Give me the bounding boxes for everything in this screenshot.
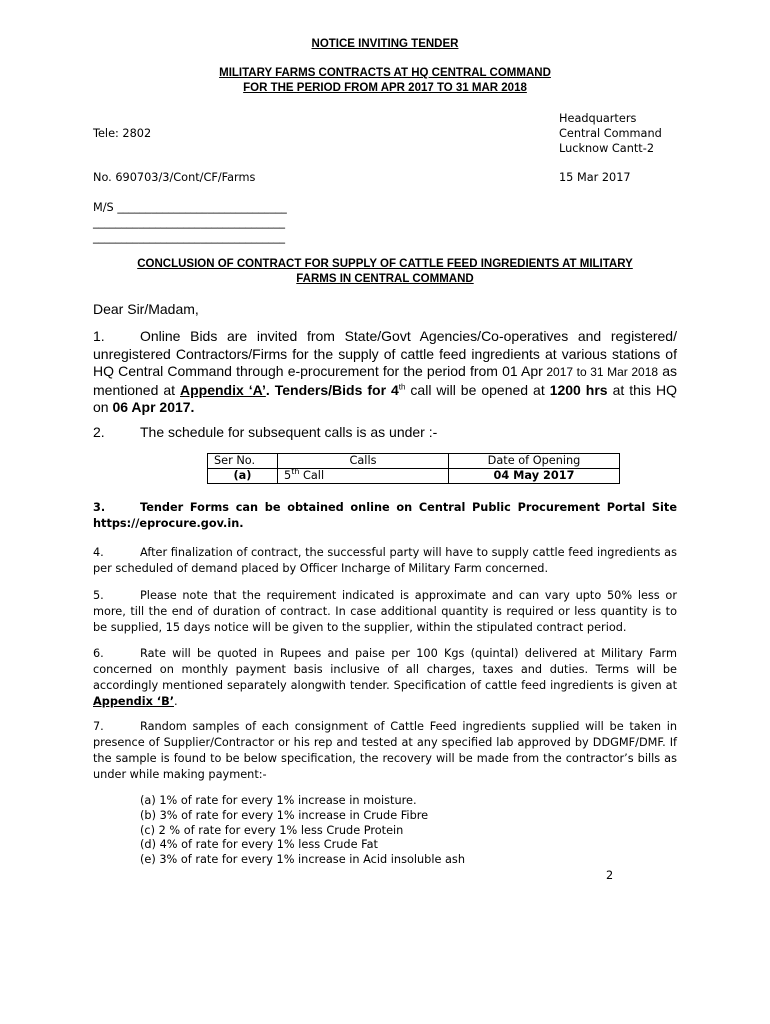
paragraph-6: 6. Rate will be quoted in Rupees and paise per 100 Kgs (quintal) delivered at Military Farm concerned on monthly payment basis inclusive of all charges, taxes and duties. Terms will be accordingly mentioned separately alongwith tender. Specification of cattle feed ingredients is given at Appendix ‘B’.	[93, 647, 677, 708]
paragraph-number: 2.	[93, 424, 105, 440]
cell-ser: (a)	[208, 469, 278, 484]
paragraph-number: 7.	[93, 720, 104, 733]
salutation: Dear Sir/Madam,	[93, 301, 199, 317]
address-line-2: Central Command	[559, 127, 662, 140]
recipient-line-3: __________________________________	[93, 231, 286, 244]
page-number: 2	[606, 869, 614, 882]
paragraph-number: 6.	[93, 647, 104, 660]
cell-call: 5th Call	[278, 469, 449, 484]
subject-line-2: FOR THE PERIOD FROM APR 2017 TO 31 MAR 2018	[243, 82, 527, 94]
address-line-1: Headquarters	[559, 112, 637, 125]
subject-heading-2: FARMS IN CENTRAL COMMAND	[296, 273, 474, 285]
paragraph-3: 3. Tender Forms can be obtained online on Central Public Procurement Portal Site https://eprocure.gov.in.	[93, 501, 677, 530]
paragraph-5: 5. Please note that the requirement indicated is approximate and can vary upto 50% less or more, till the end of duration of contract. In case additional quantity is required or less quantity is to be supplied, 15 days notice will be given to the supplier, within the stipulated contract period.	[93, 589, 677, 634]
header-calls: Calls	[278, 454, 449, 469]
list-item: (a) 1% of rate for every 1% increase in moisture.	[140, 794, 417, 807]
paragraph-4: 4. After finalization of contract, the successful party will have to supply cattle feed ingredients as per scheduled of demand placed by Officer Incharge of Military Farm concerned.	[93, 546, 677, 575]
appendix-a-link: Appendix ‘A’	[180, 381, 266, 398]
recipient-line-2: __________________________________	[93, 216, 286, 229]
paragraph-number: 3.	[93, 501, 106, 514]
schedule-table	[207, 453, 620, 484]
paragraph-number: 1.	[93, 328, 105, 344]
letter-date: 15 Mar 2017	[559, 171, 631, 184]
schedule-header-row	[208, 454, 620, 469]
recipient-ms: M/S ______________________________	[93, 201, 287, 214]
list-item: (d) 4% of rate for every 1% less Crude Fat	[140, 838, 378, 852]
header-date-of-opening: Date of Opening	[449, 454, 620, 469]
paragraph-2: 2. The schedule for subsequent calls is as under :-	[93, 424, 438, 440]
recovery-list	[140, 794, 465, 868]
reference-number: No. 690703/3/Cont/CF/Farms	[93, 171, 256, 184]
address-line-3: Lucknow Cantt-2	[559, 142, 655, 155]
header-ser-no: Ser No.	[208, 454, 278, 469]
notice-title: NOTICE INVITING TENDER	[311, 38, 459, 50]
list-item: (c) 2 % of rate for every 1% less Crude Protein	[140, 823, 404, 837]
paragraph-1: 1. Online Bids are invited from State/Govt Agencies/Co-operatives and registered/ unregistered Contractors/Firms for the supply of cattle feed ingredients at various stations of HQ Central Command through e-procurement for the period from 01 Apr 2017 to 31 Mar 2018 as mentioned at Appendix ‘A’. Tenders/Bids for 4th call will be opened at 1200 hrs at this HQ on 06 Apr 2017.	[93, 328, 677, 415]
paragraph-number: 5.	[93, 589, 104, 602]
paragraph-7: 7. Random samples of each consignment of Cattle Feed ingredients supplied will be taken in presence of Supplier/Contractor or his rep and tested at any specified lab approved by DDGMF/DMF. If the sample is found to be below specification, the recovery will be made from the contractor’s bills as under while making payment:-	[93, 720, 677, 781]
table-row	[208, 469, 620, 484]
list-item: (b) 3% of rate for every 1% increase in Crude Fibre	[140, 808, 429, 822]
cell-date: 04 May 2017	[449, 469, 620, 484]
list-item: (e) 3% of rate for every 1% increase in Acid insoluble ash	[140, 853, 465, 867]
subject-line-1: MILITARY FARMS CONTRACTS AT HQ CENTRAL COMMAND	[219, 67, 551, 79]
paragraph-number: 4.	[93, 546, 104, 559]
subject-heading-1: CONCLUSION OF CONTRACT FOR SUPPLY OF CATTLE FEED INGREDIENTS AT MILITARY	[137, 258, 633, 270]
telephone: Tele: 2802	[93, 127, 152, 140]
appendix-b-link: Appendix ‘B’	[93, 695, 174, 708]
